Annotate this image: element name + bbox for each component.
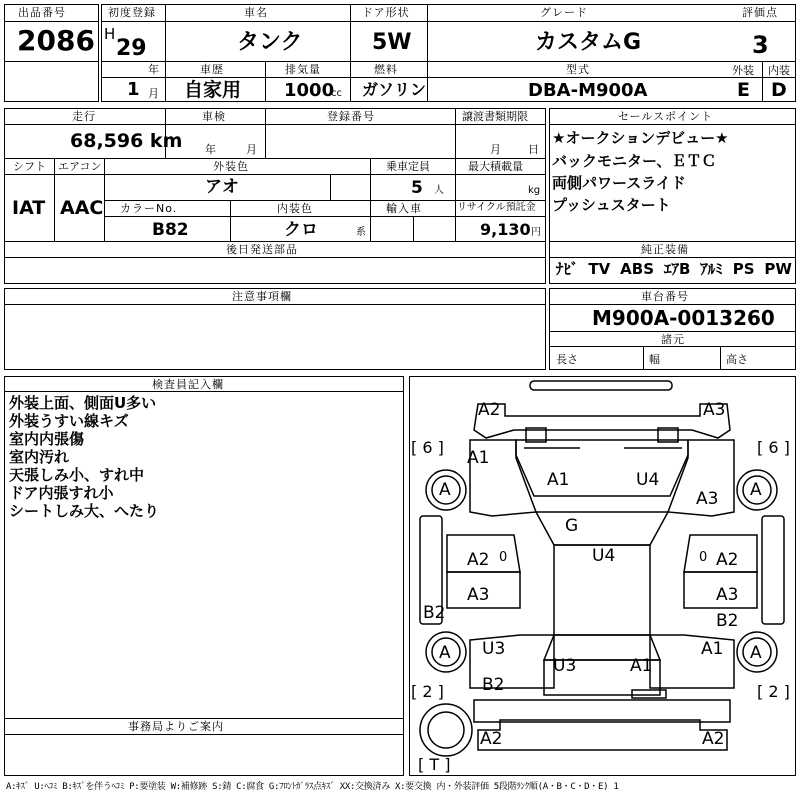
car-name: タンク — [237, 30, 303, 55]
inspector-label: 検査員記入欄 — [152, 378, 224, 391]
office-label: 事務局よりご案内 — [128, 720, 224, 733]
tread-front-left: [ 6 ] — [411, 438, 444, 457]
grade-label: グレード — [540, 6, 588, 19]
code-windshield: G — [565, 516, 579, 536]
first-reg-label: 初度登録 — [108, 6, 156, 19]
code-right-front-tire: A — [750, 480, 762, 500]
history-label: 車歴 — [200, 63, 224, 76]
recycle-unit: 円 — [531, 227, 541, 238]
inspector-note: ドア内張すれ小 — [9, 484, 114, 502]
chassis-number: M900A-0013260 — [592, 306, 775, 330]
later-parts-label: 後日発送部品 — [226, 243, 298, 256]
color-no-label: カラーNo. — [120, 202, 178, 215]
code-left-front-fender: A1 — [467, 448, 490, 468]
ac: AAC — [60, 197, 104, 219]
equipment-item: ﾅﾋﾞ — [556, 260, 579, 278]
code-right-front-door: A2 — [716, 550, 739, 570]
mark-left-front-door: 0 — [499, 550, 508, 565]
width-label: 幅 — [649, 353, 660, 366]
fuel-label: 燃料 — [374, 63, 398, 76]
door-type: 5W — [372, 30, 412, 55]
sales-point: プッシュスタート — [552, 196, 671, 214]
tread-front-right: [ 6 ] — [757, 438, 790, 457]
interior-color-label: 内装色 — [277, 202, 313, 215]
inspection-label: 車検 — [202, 110, 226, 123]
equipment-item: PW — [764, 260, 792, 278]
interior-label: 内装 — [768, 64, 790, 77]
equipment-item: ABS — [620, 260, 655, 278]
exterior-label: 外装 — [732, 64, 754, 77]
recycle-fee: 9,130 — [480, 220, 531, 239]
score: 3 — [752, 31, 769, 59]
ac-label: エアコン — [58, 160, 102, 173]
code-roof: U4 — [592, 546, 616, 566]
fuel: ガソリン — [362, 80, 427, 99]
shift-label: シフト — [13, 160, 46, 173]
import-label: 輸入車 — [386, 202, 422, 215]
code-left-quarter: U3 — [482, 639, 506, 659]
reg-no-label: 登録番号 — [327, 110, 375, 123]
interior-grade: D — [771, 79, 787, 101]
code-left-rear-corner: B2 — [482, 675, 505, 695]
car-name-label: 車名 — [244, 6, 268, 19]
tread-spare: [ T ] — [418, 755, 451, 774]
load-label: 最大積載量 — [468, 160, 523, 173]
dims-label: 諸元 — [661, 333, 685, 346]
reg-month: 1 — [127, 79, 140, 100]
exterior-color: アオ — [205, 177, 239, 197]
capacity: 5 — [411, 178, 423, 198]
interior-color: クロ — [284, 220, 318, 240]
transfer-label: 譲渡書類期限 — [462, 110, 528, 123]
color-no: B82 — [152, 220, 189, 240]
inspector-note: 天張しみ小、すれ中 — [9, 466, 145, 484]
lot-label: 出品番号 — [18, 6, 66, 19]
era: H — [104, 25, 116, 43]
code-right-rear-tire: A — [750, 643, 762, 663]
code-right-rear-door: A3 — [716, 585, 739, 605]
transfer-day-unit: 日 — [528, 143, 539, 156]
height-label: 高さ — [726, 353, 748, 366]
equipment-label: 純正装備 — [641, 243, 689, 256]
sales-point: ★オークションデビュー★ — [552, 129, 729, 147]
model-label: 型式 — [566, 63, 590, 76]
equipment-list — [556, 262, 792, 277]
code-left-rocker: B2 — [423, 603, 446, 623]
inspection-month-unit: 月 — [246, 143, 257, 156]
equipment-item: TV — [588, 260, 611, 278]
legend: A:ｷｽﾞ U:ﾍｺﾐ B:ｷｽﾞを伴うﾍｺﾐ P:要塗装 W:補修跡 S:錆 C:腐食 G:ﾌﾛﾝﾄｶﾞﾗｽ点ｷｽﾞ XX:交換済み X:要交換 内・外装評価 5段階ﾗﾝｸ順(A・B・C・D・E) 1 — [6, 782, 619, 792]
code-rear-right-bumper: A2 — [702, 729, 725, 749]
sales-point: 両側パワースライド — [552, 174, 686, 192]
door-label: ドア形状 — [362, 6, 410, 19]
code-rear-left-bumper: A2 — [480, 729, 503, 749]
length-label: 長さ — [556, 353, 578, 366]
chassis-label: 車台番号 — [641, 290, 689, 303]
equipment-item: PS — [732, 260, 755, 278]
inspector-note: 室内汚れ — [9, 448, 70, 466]
displacement: 1000 — [284, 80, 335, 101]
code-right-quarter: A1 — [701, 639, 724, 659]
inspector-note: 室内内張傷 — [9, 430, 85, 448]
code-back-door-left: U3 — [553, 656, 577, 676]
code-hood-right: U4 — [636, 470, 660, 490]
equipment-item: ｴｱB — [663, 260, 691, 278]
load-unit: kg — [528, 185, 541, 196]
reg-year: 29 — [116, 36, 147, 61]
tread-rear-left: [ 2 ] — [411, 682, 444, 701]
model: DBA-M900A — [528, 80, 648, 101]
sales-point: バックモニター、ＥＴＣ — [552, 152, 717, 170]
displacement-unit: cc — [331, 88, 342, 99]
recycle-label: リサイクル預託金 — [457, 202, 536, 213]
inspector-note: 外装上面、側面U多い — [9, 394, 157, 412]
inspector-note: シートしみ大、へたり — [9, 502, 160, 520]
mileage: 68,596 km — [70, 130, 183, 152]
equipment-item: ｱﾙﾐ — [700, 260, 723, 278]
inspector-note: 外装うすい線キズ — [9, 412, 129, 430]
mileage-label: 走行 — [72, 110, 96, 123]
grade: カスタムG — [535, 30, 642, 55]
sales-points-label: セールスポイント — [618, 110, 714, 123]
score-label: 評価点 — [742, 6, 778, 19]
color-label: 外装色 — [213, 160, 249, 173]
code-front-left-bumper: A2 — [478, 400, 501, 420]
lot-number: 2086 — [17, 24, 95, 57]
transfer-month-unit: 月 — [490, 143, 501, 156]
code-back-door-right: A1 — [630, 656, 653, 676]
inspection-year-unit: 年 — [205, 143, 216, 156]
reg-year-unit: 年 — [148, 63, 159, 76]
interior-color-unit: 系 — [356, 227, 366, 238]
mark-right-front-door: 0 — [699, 550, 708, 565]
car-diagram — [409, 376, 796, 776]
history: 自家用 — [184, 79, 242, 101]
code-left-front-tire: A — [439, 480, 451, 500]
code-right-front-fender: A3 — [696, 489, 719, 509]
code-left-front-door: A2 — [467, 550, 490, 570]
code-right-rocker: B2 — [716, 611, 739, 631]
tread-rear-right: [ 2 ] — [757, 682, 790, 701]
displacement-label: 排気量 — [285, 63, 321, 76]
capacity-label: 乗車定員 — [386, 160, 430, 173]
code-hood-left: A1 — [547, 470, 570, 490]
code-left-rear-tire: A — [439, 643, 451, 663]
capacity-unit: 人 — [434, 185, 444, 196]
exterior-grade: E — [737, 79, 750, 101]
reg-month-unit: 月 — [148, 87, 159, 100]
shift: IAT — [12, 197, 46, 219]
code-left-rear-door: A3 — [467, 585, 490, 605]
notes-label: 注意事項欄 — [232, 290, 292, 303]
code-front-right-bumper: A3 — [703, 400, 726, 420]
